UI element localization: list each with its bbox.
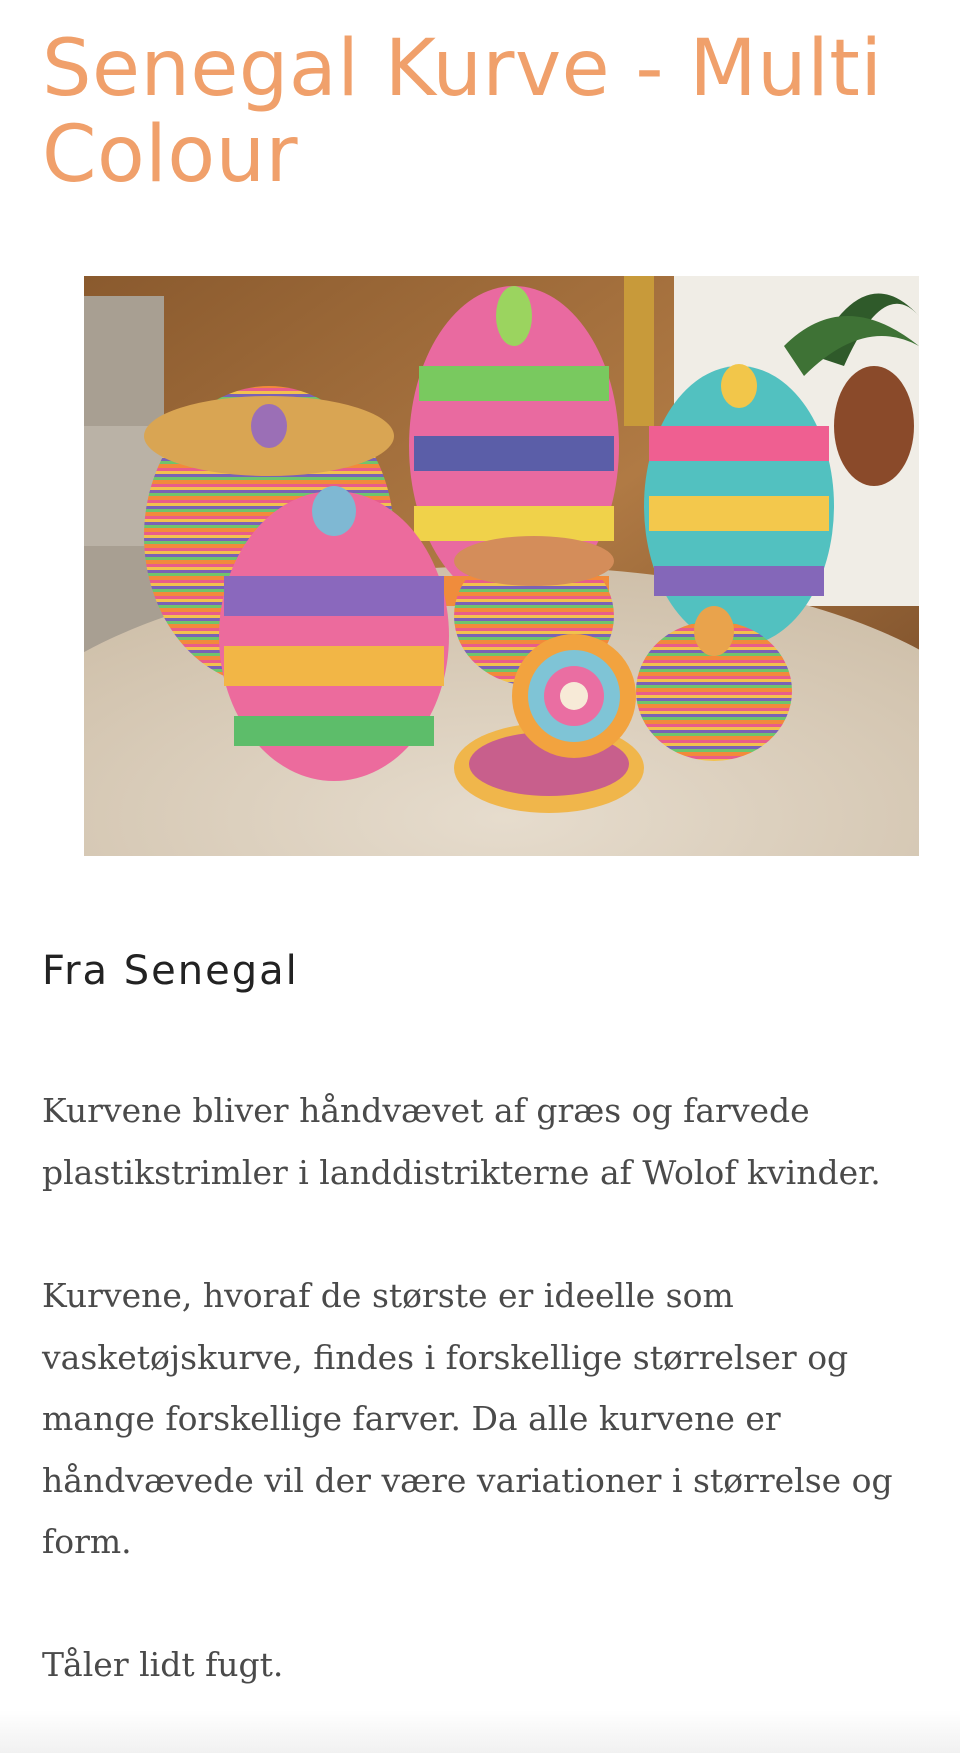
description-paragraph-3: Tåler lidt fugt. [42, 1645, 284, 1684]
origin-heading: Fra Senegal [42, 948, 299, 994]
description-paragraph-2: Kurvene, hvoraf de største er ideelle som vasketøjskurve, findes i forskellige størrelser og mange forskellige farver. Da alle kurvene er håndvævede vil der være variationer i størrelse og form. [42, 1276, 893, 1561]
product-title: Senegal Kurve - Multi Colour [42, 24, 883, 200]
description-paragraph-1: Kurvene bliver håndvævet af græs og farvede plastikstrimler i landdistrikterne af Wolof kvinder. [42, 1091, 881, 1192]
basket-photo-illustration [84, 276, 919, 856]
product-image[interactable] [84, 276, 919, 856]
bottom-fade-divider [0, 1710, 960, 1753]
